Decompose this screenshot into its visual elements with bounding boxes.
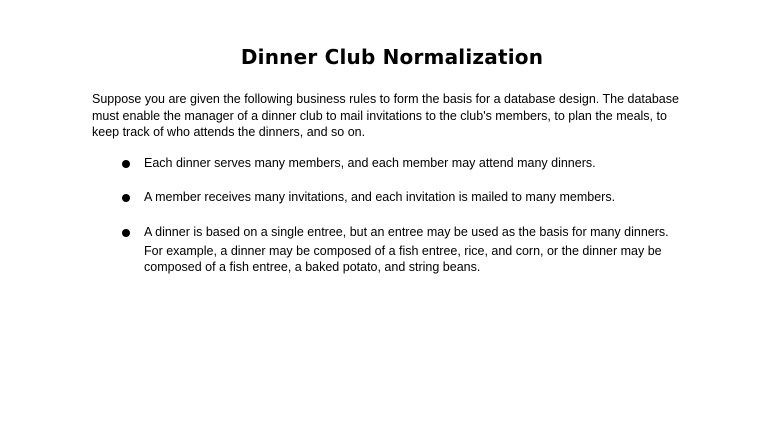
- list-item: [118, 189, 698, 206]
- rule-example-note: For example, a dinner may be composed of a fish entree, rice, and corn, or the dinner may be composed of a fish entree, a baked potato, and string beans.: [144, 243, 662, 274]
- bullet-icon: [122, 160, 130, 168]
- list-item: [118, 224, 698, 276]
- rule-text: A member receives many invitations, and each invitation is mailed to many members.: [144, 190, 616, 204]
- intro-paragraph: Suppose you are given the following business rules to form the basis for a database design. The database must enable the manager of a dinner club to mail invitations to the club's members, to plan the meals, to keep track of who attends the dinners, and so on.: [92, 92, 679, 139]
- bullet-icon: [122, 229, 130, 237]
- rule-text: Each dinner serves many members, and each member may attend many dinners.: [144, 156, 596, 170]
- bullet-icon: [122, 194, 130, 202]
- list-item: [118, 155, 698, 172]
- rule-text: A dinner is based on a single entree, but an entree may be used as the basis for many dinners.: [144, 225, 669, 239]
- slide-title: Dinner Club Normalization: [240, 45, 544, 69]
